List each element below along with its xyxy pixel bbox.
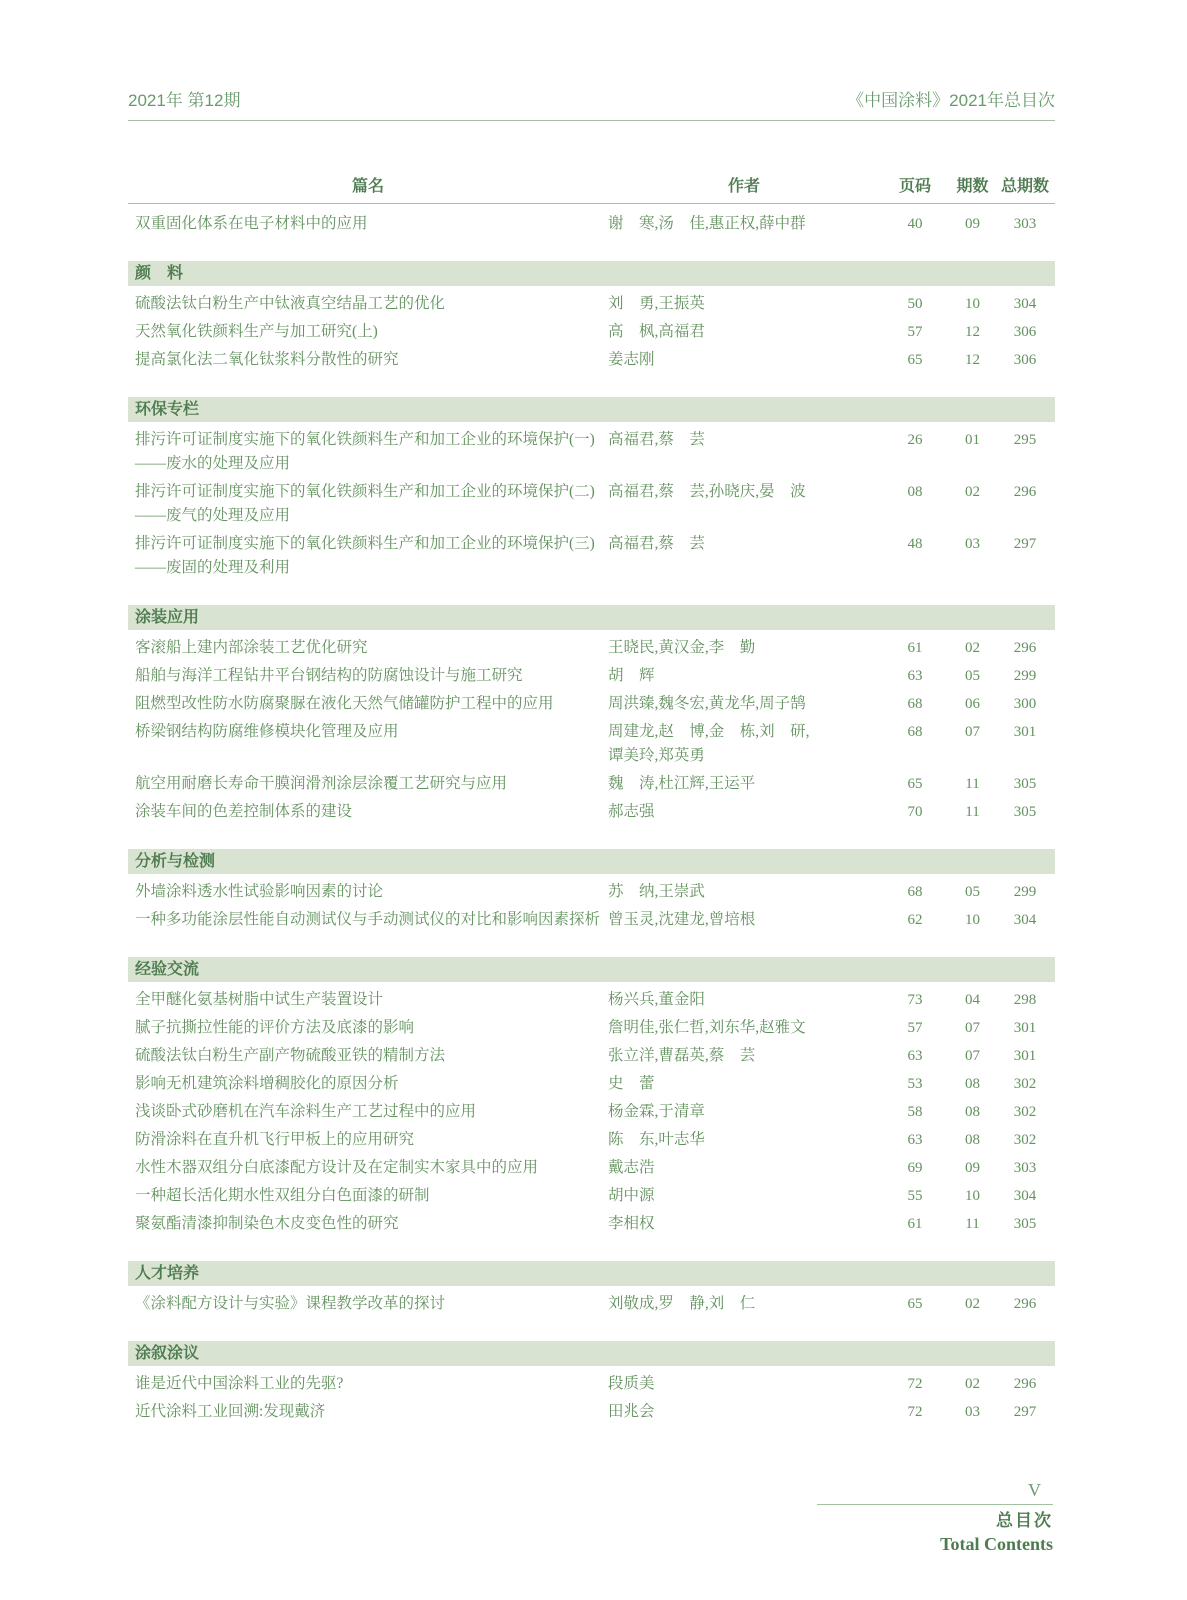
entry-authors: 刘敬成,罗 静,刘 仁 xyxy=(608,1295,756,1312)
section-header xyxy=(128,1261,1055,1286)
table-row xyxy=(128,478,1055,530)
column-header-title: 篇名 xyxy=(351,178,384,195)
column-header-issue: 期数 xyxy=(956,178,989,195)
entry-authors-line2: 谭美玲,郑英勇 xyxy=(608,747,705,764)
entry-issue: 07 xyxy=(965,1048,980,1064)
entry-issue: 10 xyxy=(965,912,980,928)
entry-title: 近代涂料工业回溯:发现戴济 xyxy=(135,1403,326,1420)
entry-title-cell xyxy=(128,880,608,904)
section-header-label: 经验交流 xyxy=(135,961,200,978)
entry-total-issue: 296 xyxy=(1013,1296,1037,1312)
entry-total-issue: 299 xyxy=(1013,668,1037,684)
table-column-header xyxy=(128,173,1055,204)
page-number: V xyxy=(1028,1480,1041,1500)
entry-title: 防滑涂料在直升机飞行甲板上的应用研究 xyxy=(135,1131,415,1148)
entry-total-issue: 296 xyxy=(1013,640,1037,656)
table-row xyxy=(128,1290,1055,1318)
toc-section xyxy=(128,1261,1055,1318)
section-header xyxy=(128,957,1055,982)
entry-total-issue: 303 xyxy=(1013,1160,1037,1176)
entry-total-issue: 306 xyxy=(1013,324,1037,340)
entry-authors-cell xyxy=(608,532,880,580)
entry-title-cell xyxy=(128,1212,608,1236)
entry-authors-cell xyxy=(608,1016,880,1040)
table-row xyxy=(128,1014,1055,1042)
running-head-journal: 《中国涂料》2021年总目次 xyxy=(847,91,1055,110)
entry-authors: 段质美 xyxy=(608,1375,655,1392)
entry-issue: 01 xyxy=(965,432,980,448)
entry-total-issue: 304 xyxy=(1013,912,1037,928)
entry-authors: 杨金霖,于清章 xyxy=(608,1103,705,1120)
entry-title-cell xyxy=(128,908,608,932)
entry-authors: 杨兴兵,董金阳 xyxy=(608,991,705,1008)
entry-title: 桥梁钢结构防腐维修模块化管理及应用 xyxy=(135,723,399,740)
entry-page: 65 xyxy=(907,1296,923,1312)
entry-authors-cell xyxy=(608,664,880,688)
entry-issue: 06 xyxy=(965,696,980,712)
entry-total-issue: 296 xyxy=(1013,484,1037,500)
entry-title-cell xyxy=(128,212,608,236)
entry-authors-cell xyxy=(608,348,880,372)
table-row xyxy=(128,1370,1055,1398)
entry-title-cell xyxy=(128,1100,608,1124)
entry-issue: 05 xyxy=(965,668,980,684)
table-row xyxy=(128,662,1055,690)
entry-authors: 周建龙,赵 博,金 栋,刘 研, xyxy=(608,723,810,740)
toc-section xyxy=(128,605,1055,826)
section-rows xyxy=(128,1370,1055,1426)
entry-authors: 胡 辉 xyxy=(608,667,655,684)
entry-page: 68 xyxy=(907,696,923,712)
entry-total-issue: 299 xyxy=(1013,884,1037,900)
toc-sections xyxy=(128,210,1055,1426)
table-row xyxy=(128,210,1055,238)
entry-authors: 魏 涛,杜江辉,王运平 xyxy=(608,775,756,792)
entry-title-cell xyxy=(128,692,608,716)
section-header xyxy=(128,261,1055,286)
entry-total-issue: 298 xyxy=(1013,992,1037,1008)
entry-authors-cell xyxy=(608,1156,880,1180)
entry-authors: 高福君,蔡 芸 xyxy=(608,535,705,552)
entry-issue: 08 xyxy=(965,1132,980,1148)
entry-subtitle: ——废气的处理及应用 xyxy=(135,507,291,524)
column-header-page: 页码 xyxy=(898,178,931,195)
entry-authors-cell xyxy=(608,1128,880,1152)
entry-issue: 02 xyxy=(965,640,980,656)
entry-title: 一种超长活化期水性双组分白色面漆的研制 xyxy=(135,1187,430,1204)
section-header-label: 涂叙涂议 xyxy=(135,1345,200,1362)
entry-subtitle: ——废固的处理及利用 xyxy=(135,559,291,576)
entry-issue: 10 xyxy=(965,1188,980,1204)
entry-subtitle: ——废水的处理及应用 xyxy=(135,455,291,472)
entry-title-cell xyxy=(128,1156,608,1180)
table-row xyxy=(128,718,1055,770)
column-header-total-issue: 总期数 xyxy=(1000,178,1049,195)
entry-authors-cell xyxy=(608,212,880,236)
entry-page: 62 xyxy=(907,912,923,928)
entry-title: 硫酸法钛白粉生产中钛液真空结晶工艺的优化 xyxy=(135,295,446,312)
entry-title: 外墙涂料透水性试验影响因素的讨论 xyxy=(135,883,384,900)
entry-page: 40 xyxy=(907,216,923,232)
entry-authors: 谢 寒,汤 佳,惠正权,薛中群 xyxy=(608,215,806,232)
entry-title: 硫酸法钛白粉生产副产物硫酸亚铁的精制方法 xyxy=(135,1047,446,1064)
entry-authors: 刘 勇,王振英 xyxy=(608,295,705,312)
entry-authors: 胡中源 xyxy=(608,1187,655,1204)
section-header-label: 人才培养 xyxy=(135,1265,200,1282)
entry-title-cell xyxy=(128,988,608,1012)
entry-authors-cell xyxy=(608,428,880,476)
entry-title-cell xyxy=(128,532,608,580)
section-header-label: 涂装应用 xyxy=(135,609,200,626)
entry-authors-cell xyxy=(608,320,880,344)
entry-authors: 姜志刚 xyxy=(608,351,655,368)
entry-issue: 08 xyxy=(965,1104,980,1120)
entry-authors-cell xyxy=(608,988,880,1012)
entry-authors: 陈 东,叶志华 xyxy=(608,1131,705,1148)
toc-section xyxy=(128,210,1055,238)
entry-authors-cell xyxy=(608,1072,880,1096)
entry-issue: 12 xyxy=(965,324,980,340)
entry-title-cell xyxy=(128,636,608,660)
entry-issue: 04 xyxy=(965,992,980,1008)
entry-issue: 02 xyxy=(965,484,980,500)
table-row xyxy=(128,530,1055,582)
entry-page: 73 xyxy=(907,992,923,1008)
entry-title-cell xyxy=(128,1184,608,1208)
entry-authors-cell xyxy=(608,772,880,796)
entry-authors-cell xyxy=(608,1184,880,1208)
section-header-label: 颜 料 xyxy=(135,265,184,282)
section-rows xyxy=(128,210,1055,238)
entry-issue: 03 xyxy=(965,1404,980,1420)
entry-issue: 10 xyxy=(965,296,980,312)
entry-title: 阻燃型改性防水防腐聚脲在液化天然气储罐防护工程中的应用 xyxy=(135,695,554,712)
section-header-label: 环保专栏 xyxy=(135,401,200,418)
section-header xyxy=(128,397,1055,422)
entry-title: 影响无机建筑涂料增稠胶化的原因分析 xyxy=(135,1075,399,1092)
entry-title: 腻子抗撕拉性能的评价方法及底漆的影响 xyxy=(135,1019,415,1036)
entry-issue: 12 xyxy=(965,352,980,368)
table-row xyxy=(128,798,1055,826)
entry-title: 提高氯化法二氧化钛浆料分散性的研究 xyxy=(135,351,399,368)
entry-title-cell xyxy=(128,1400,608,1424)
entry-issue: 11 xyxy=(965,804,980,820)
table-row xyxy=(128,634,1055,662)
section-rows xyxy=(128,1290,1055,1318)
entry-authors-cell xyxy=(608,720,880,768)
entry-title-cell xyxy=(128,320,608,344)
entry-authors-cell xyxy=(608,1100,880,1124)
entry-title: 排污许可证制度实施下的氧化铁颜料生产和加工企业的环境保护(一) xyxy=(135,431,595,448)
entry-total-issue: 304 xyxy=(1013,1188,1037,1204)
footer-label-en: Total Contents xyxy=(940,1534,1053,1554)
entry-total-issue: 305 xyxy=(1013,1216,1037,1232)
entry-authors-cell xyxy=(608,908,880,932)
entry-page: 53 xyxy=(907,1076,923,1092)
table-row xyxy=(128,906,1055,934)
entry-total-issue: 301 xyxy=(1013,1048,1037,1064)
entry-title-cell xyxy=(128,664,608,688)
content-area xyxy=(128,0,1055,1426)
entry-title-cell xyxy=(128,1292,608,1316)
section-header xyxy=(128,1341,1055,1366)
table-row xyxy=(128,1398,1055,1426)
entry-title-cell xyxy=(128,348,608,372)
entry-authors-cell xyxy=(608,1212,880,1236)
entry-page: 57 xyxy=(907,1020,923,1036)
section-header-label: 分析与检测 xyxy=(135,853,216,870)
table-row xyxy=(128,986,1055,1014)
table-row xyxy=(128,1126,1055,1154)
entry-page: 61 xyxy=(907,1216,923,1232)
entry-title-cell xyxy=(128,480,608,528)
entry-title: 航空用耐磨长寿命干膜润滑剂涂层涂覆工艺研究与应用 xyxy=(135,775,508,792)
table-row xyxy=(128,878,1055,906)
entry-total-issue: 297 xyxy=(1013,1404,1037,1420)
entry-title: 水性木器双组分白底漆配方设计及在定制实木家具中的应用 xyxy=(135,1159,539,1176)
section-rows xyxy=(128,290,1055,374)
entry-authors: 李相权 xyxy=(608,1215,655,1232)
entry-authors: 高福君,蔡 芸 xyxy=(608,431,705,448)
entry-title: 一种多功能涂层性能自动测试仪与手动测试仪的对比和影响因素探析 xyxy=(135,911,601,928)
entry-total-issue: 303 xyxy=(1013,216,1037,232)
entry-authors-cell xyxy=(608,1372,880,1396)
entry-title-cell xyxy=(128,1128,608,1152)
entry-page: 63 xyxy=(907,668,923,684)
entry-authors-cell xyxy=(608,292,880,316)
entry-title-cell xyxy=(128,1372,608,1396)
table-row xyxy=(128,426,1055,478)
entry-title: 排污许可证制度实施下的氧化铁颜料生产和加工企业的环境保护(三) xyxy=(135,535,595,552)
entry-authors: 王晓民,黄汉金,李 勤 xyxy=(608,639,756,656)
entry-issue: 02 xyxy=(965,1296,980,1312)
section-rows xyxy=(128,426,1055,582)
entry-authors-cell xyxy=(608,1292,880,1316)
entry-title: 谁是近代中国涂料工业的先驱? xyxy=(135,1375,344,1392)
entry-title: 双重固化体系在电子材料中的应用 xyxy=(135,215,368,232)
entry-issue: 03 xyxy=(965,536,980,552)
table-row xyxy=(128,1210,1055,1238)
section-rows xyxy=(128,986,1055,1238)
entry-title-cell xyxy=(128,1016,608,1040)
entry-issue: 07 xyxy=(965,1020,980,1036)
entry-authors: 周洪臻,魏冬宏,黄龙华,周子鹄 xyxy=(608,695,806,712)
section-rows xyxy=(128,878,1055,934)
entry-title-cell xyxy=(128,720,608,768)
entry-title-cell xyxy=(128,800,608,824)
entry-authors-cell xyxy=(608,1044,880,1068)
entry-title: 《涂料配方设计与实验》课程教学改革的探讨 xyxy=(135,1295,446,1312)
toc-section xyxy=(128,397,1055,582)
entry-issue: 11 xyxy=(965,1216,980,1232)
entry-page: 68 xyxy=(907,724,923,740)
column-header-author: 作者 xyxy=(727,178,760,195)
entry-authors: 詹明佳,张仁哲,刘东华,赵雅文 xyxy=(608,1019,806,1036)
entry-authors-cell xyxy=(608,480,880,528)
table-row xyxy=(128,290,1055,318)
entry-title: 全甲醚化氨基树脂中试生产装置设计 xyxy=(135,991,384,1008)
entry-page: 68 xyxy=(907,884,923,900)
entry-total-issue: 302 xyxy=(1013,1132,1037,1148)
table-row xyxy=(128,690,1055,718)
entry-issue: 09 xyxy=(965,216,980,232)
page-footer xyxy=(817,1480,1053,1556)
entry-total-issue: 297 xyxy=(1013,536,1037,552)
entry-authors: 曾玉灵,沈建龙,曾培根 xyxy=(608,911,756,928)
table-row xyxy=(128,318,1055,346)
entry-title: 涂装车间的色差控制体系的建设 xyxy=(135,803,353,820)
entry-page: 58 xyxy=(907,1104,923,1120)
entry-authors-cell xyxy=(608,800,880,824)
entry-authors: 张立洋,曹磊英,蔡 芸 xyxy=(608,1047,756,1064)
entry-title-cell xyxy=(128,772,608,796)
entry-authors: 高福君,蔡 芸,孙晓庆,晏 波 xyxy=(608,483,806,500)
entry-total-issue: 306 xyxy=(1013,352,1037,368)
entry-title: 船舶与海洋工程钻井平台钢结构的防腐蚀设计与施工研究 xyxy=(135,667,523,684)
footer-label-cn: 总目次 xyxy=(996,1511,1053,1530)
entry-page: 63 xyxy=(907,1132,923,1148)
entry-title-cell xyxy=(128,1044,608,1068)
entry-page: 63 xyxy=(907,1048,923,1064)
running-head xyxy=(128,0,1055,121)
entry-title-cell xyxy=(128,1072,608,1096)
entry-page: 08 xyxy=(907,484,923,500)
entry-authors: 戴志浩 xyxy=(608,1159,655,1176)
entry-total-issue: 301 xyxy=(1013,1020,1037,1036)
entry-title: 排污许可证制度实施下的氧化铁颜料生产和加工企业的环境保护(二) xyxy=(135,483,595,500)
entry-authors-cell xyxy=(608,880,880,904)
footer-divider xyxy=(817,1504,1053,1505)
entry-authors: 高 枫,高福君 xyxy=(608,323,705,340)
entry-page: 26 xyxy=(907,432,923,448)
table-row xyxy=(128,1070,1055,1098)
entry-title: 浅谈卧式砂磨机在汽车涂料生产工艺过程中的应用 xyxy=(135,1103,477,1120)
section-header xyxy=(128,849,1055,874)
toc-section xyxy=(128,957,1055,1238)
entry-issue: 08 xyxy=(965,1076,980,1092)
entry-authors: 田兆会 xyxy=(608,1403,655,1420)
entry-issue: 11 xyxy=(965,776,980,792)
entry-page: 65 xyxy=(907,776,923,792)
entry-page: 48 xyxy=(907,536,923,552)
entry-total-issue: 305 xyxy=(1013,804,1037,820)
entry-page: 69 xyxy=(907,1160,923,1176)
entry-total-issue: 302 xyxy=(1013,1104,1037,1120)
entry-total-issue: 304 xyxy=(1013,296,1037,312)
entry-total-issue: 301 xyxy=(1013,724,1037,740)
entry-issue: 05 xyxy=(965,884,980,900)
entry-issue: 07 xyxy=(965,724,980,740)
entry-page: 61 xyxy=(907,640,923,656)
entry-total-issue: 302 xyxy=(1013,1076,1037,1092)
running-head-issue: 2021年 第12期 xyxy=(128,91,241,110)
entry-authors-cell xyxy=(608,692,880,716)
entry-title-cell xyxy=(128,292,608,316)
entry-page: 55 xyxy=(907,1188,923,1204)
entry-authors-cell xyxy=(608,636,880,660)
entry-total-issue: 300 xyxy=(1013,696,1037,712)
entry-authors: 郝志强 xyxy=(608,803,655,820)
entry-page: 70 xyxy=(907,804,923,820)
entry-title: 客滚船上建内部涂装工艺优化研究 xyxy=(135,639,368,656)
entry-total-issue: 296 xyxy=(1013,1376,1037,1392)
section-header xyxy=(128,605,1055,630)
entry-page: 72 xyxy=(907,1376,923,1392)
entry-title: 聚氨酯清漆抑制染色木皮变色性的研究 xyxy=(135,1215,399,1232)
table-row xyxy=(128,770,1055,798)
toc-section xyxy=(128,261,1055,374)
entry-total-issue: 295 xyxy=(1013,432,1037,448)
entry-title-cell xyxy=(128,428,608,476)
entry-total-issue: 305 xyxy=(1013,776,1037,792)
toc-section xyxy=(128,1341,1055,1426)
entry-authors: 史 蕾 xyxy=(608,1075,655,1092)
table-row xyxy=(128,346,1055,374)
entry-page: 72 xyxy=(907,1404,923,1420)
table-row xyxy=(128,1042,1055,1070)
section-rows xyxy=(128,634,1055,826)
table-row xyxy=(128,1182,1055,1210)
toc-section xyxy=(128,849,1055,934)
table-row xyxy=(128,1154,1055,1182)
entry-authors-cell xyxy=(608,1400,880,1424)
entry-issue: 02 xyxy=(965,1376,980,1392)
entry-title: 天然氧化铁颜料生产与加工研究(上) xyxy=(135,323,378,340)
entry-page: 50 xyxy=(907,296,923,312)
table-row xyxy=(128,1098,1055,1126)
entry-authors: 苏 纳,王崇武 xyxy=(608,883,705,900)
entry-page: 65 xyxy=(907,352,923,368)
entry-issue: 09 xyxy=(965,1160,980,1176)
entry-page: 57 xyxy=(907,324,923,340)
